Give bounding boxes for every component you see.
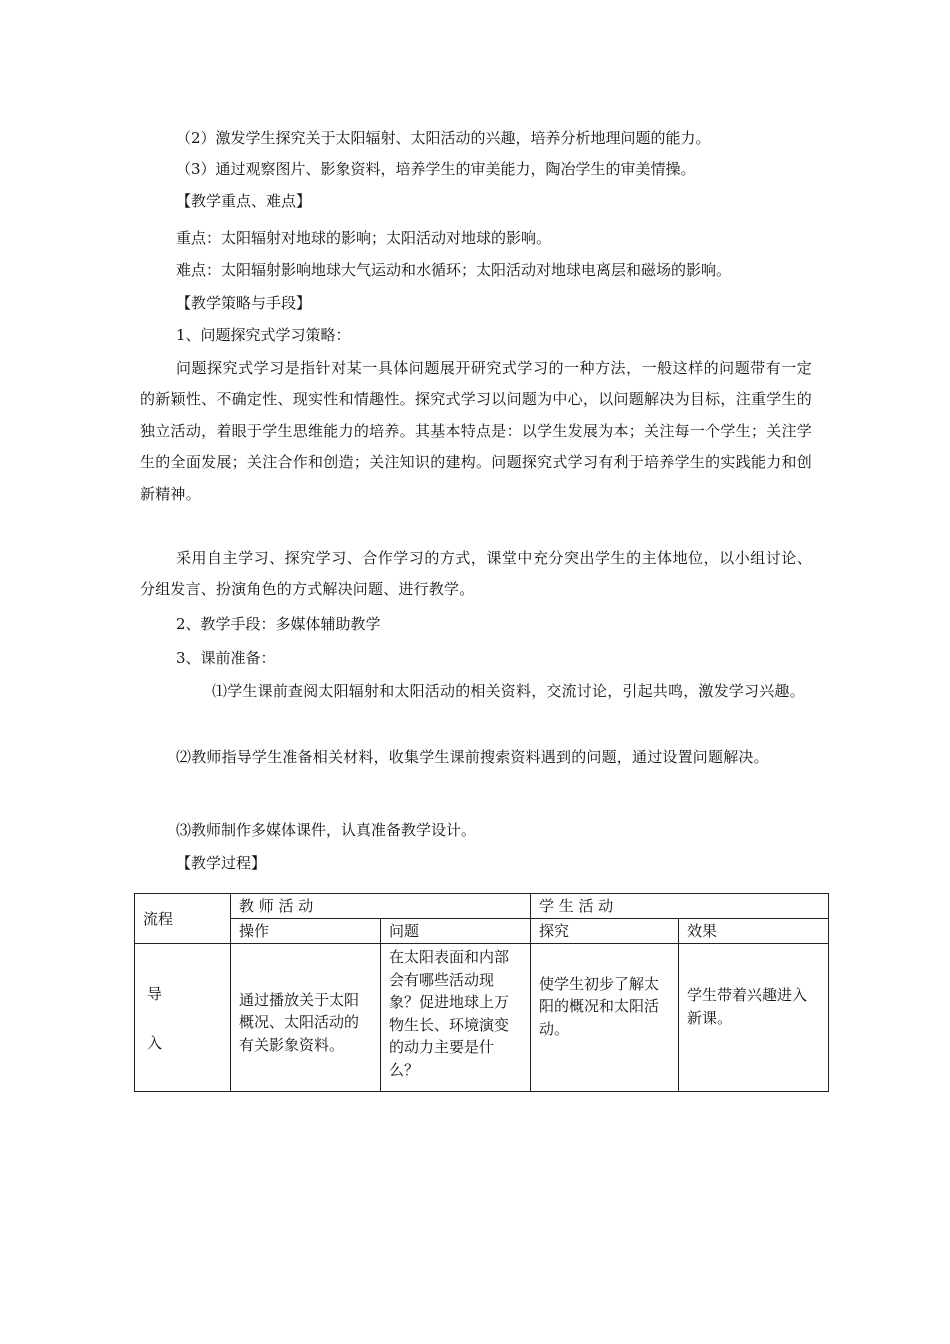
difficult-point: 难点：太阳辐射影响地球大气运动和水循环；太阳活动对地球电离层和磁场的影响。 xyxy=(176,261,732,279)
prep-item-2: ⑵教师指导学生准备相关材料，收集学生课前搜索资料遇到的问题，通过设置问题解决。 xyxy=(176,748,769,766)
header-flow: 流程 xyxy=(135,894,231,944)
paragraph-methods: 采用自主学习、探究学习、合作学习的方式，课堂中充分突出学生的主体地位，以小组讨论、分组发言、扮演角色的方式解决问题、进行教学。 xyxy=(140,549,812,599)
cell-effect: 学生带着兴趣进入新课。 xyxy=(679,944,829,1092)
cell-operation: 通过播放关于太阳概况、太阳活动的有关影象资料。 xyxy=(231,944,381,1092)
objective-3: （3）通过观察图片、影象资料，培养学生的审美能力，陶冶学生的审美情操。 xyxy=(176,160,696,178)
flow-char-2: 入 xyxy=(147,1033,163,1052)
cell-question: 在太阳表面和内部会有哪些活动现象？促进地球上万物生长、环境演变的动力主要是什么？ xyxy=(381,944,531,1092)
prep-item-3: ⑶教师制作多媒体课件，认真准备教学设计。 xyxy=(176,821,477,839)
table-subheader-row xyxy=(135,919,829,944)
strategy-heading: 【教学策略与手段】 xyxy=(176,294,312,312)
strategy-item-3: 3、课前准备： xyxy=(176,649,276,667)
paragraph-inquiry: 问题探究式学习是指针对某一具体问题展开研究式学习的一种方法，一般这样的问题带有一定的新颖性、不确定性、现实性和情趣性。探究式学习以问题为中心，以问题解决为目标，注重学生的独立活动，着眼于学生思维能力的培养。其基本特点是：以学生发展为本；关注每一个学生；关注学生的全面发展；关注合作和创造；关注知识的建构。问题探究式学习有利于培养学生的实践能力和创新精神。 xyxy=(140,359,812,503)
key-point: 重点：太阳辐射对地球的影响；太阳活动对地球的影响。 xyxy=(176,229,552,247)
table-row xyxy=(135,944,829,1092)
header-operation: 操作 xyxy=(231,919,381,944)
strategy-item-2: 2、教学手段：多媒体辅助教学 xyxy=(176,615,381,633)
header-explore: 探究 xyxy=(531,919,679,944)
cell-flow xyxy=(135,944,231,1092)
header-question: 问题 xyxy=(381,919,531,944)
process-table xyxy=(134,893,829,1092)
process-heading: 【教学过程】 xyxy=(176,854,267,872)
prep-item-1: ⑴学生课前查阅太阳辐射和太阳活动的相关资料，交流讨论，引起共鸣，激发学习兴趣。 xyxy=(212,682,805,700)
cell-explore: 使学生初步了解太阳的概况和太阳活动。 xyxy=(531,944,679,1092)
table-header-row xyxy=(135,894,829,919)
header-teacher-activity: 教 师 活 动 xyxy=(231,894,531,919)
strategy-item-1: 1、问题探究式学习策略： xyxy=(176,326,351,344)
header-effect: 效果 xyxy=(679,919,829,944)
objective-2: （2）激发学生探究关于太阳辐射、太阳活动的兴趣，培养分析地理问题的能力。 xyxy=(176,129,711,147)
header-student-activity: 学 生 活 动 xyxy=(531,894,829,919)
flow-char-1: 导 xyxy=(147,984,163,1003)
key-difficult-heading: 【教学重点、难点】 xyxy=(176,192,312,210)
